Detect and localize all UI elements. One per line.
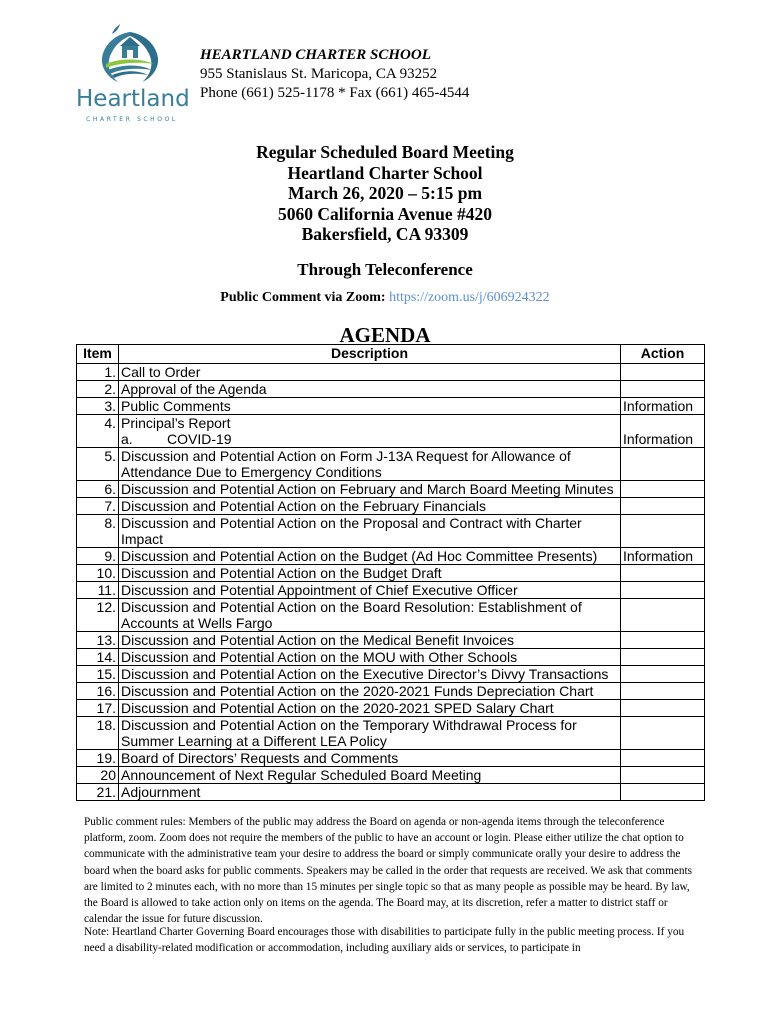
- meeting-title: Regular Scheduled Board Meeting: [256, 142, 514, 162]
- item-description: Adjournment: [119, 784, 621, 801]
- item-action: [621, 767, 705, 784]
- item-number: 10.: [77, 565, 119, 582]
- sub-item-text: COVID-19: [167, 431, 232, 447]
- item-action: [621, 515, 705, 548]
- item-action: [621, 666, 705, 683]
- item-action: [621, 632, 705, 649]
- column-header-action: Action: [621, 345, 705, 364]
- item-description: Discussion and Potential Action on the 2020-2021 Funds Depreciation Chart: [119, 683, 621, 700]
- meeting-mode: Through Teleconference: [297, 260, 473, 279]
- item-action: [621, 700, 705, 717]
- school-logo: [70, 24, 190, 136]
- meeting-school: Heartland Charter School: [287, 162, 483, 183]
- table-row: [77, 415, 705, 448]
- item-number: 9.: [77, 548, 119, 565]
- item-action: [621, 448, 705, 481]
- item-action: [621, 381, 705, 398]
- table-row: [77, 548, 705, 565]
- item-action: Information: [621, 415, 705, 448]
- item-action: Information: [621, 548, 705, 565]
- item-action: [621, 481, 705, 498]
- letterhead-phone-fax: Phone (661) 525-1178 * Fax (661) 465-4544: [200, 85, 470, 101]
- item-description: Discussion and Potential Action on the Budget Draft: [119, 565, 621, 582]
- item-number: 4.: [77, 415, 119, 448]
- item-action: [621, 582, 705, 599]
- table-row: [77, 632, 705, 649]
- meeting-city: Bakersfield, CA 93309: [301, 224, 469, 244]
- item-description: Discussion and Potential Action on the February Financials: [119, 498, 621, 515]
- table-row: [77, 364, 705, 381]
- table-row: [77, 448, 705, 481]
- table-row: [77, 717, 705, 750]
- agenda-heading: AGENDA: [339, 323, 431, 347]
- item-number: 7.: [77, 498, 119, 515]
- item-description: Discussion and Potential Action on the MOU with Other Schools: [119, 649, 621, 666]
- letterhead-address: 955 Stanislaus St. Maricopa, CA 93252: [200, 66, 438, 82]
- table-row: [77, 700, 705, 717]
- item-number: 14.: [77, 649, 119, 666]
- item-description: Public Comments: [119, 398, 621, 415]
- letterhead: [200, 46, 469, 103]
- item-action: [621, 717, 705, 750]
- item-description-text: Principal’s Report: [121, 415, 231, 431]
- sub-item-letter: a.: [121, 431, 133, 447]
- heartland-logo-icon: [94, 24, 166, 86]
- agenda-header-row: [77, 345, 705, 364]
- table-row: [77, 784, 705, 801]
- item-number: 6.: [77, 481, 119, 498]
- item-description: Discussion and Potential Action on the Medical Benefit Invoices: [119, 632, 621, 649]
- table-row: [77, 515, 705, 548]
- item-description: Call to Order: [119, 364, 621, 381]
- meeting-street: 5060 California Avenue #420: [277, 203, 493, 224]
- sub-item: [121, 431, 618, 447]
- meeting-title-block: [0, 142, 770, 245]
- item-description: Discussion and Potential Action on the Budget (Ad Hoc Committee Presents): [119, 548, 621, 565]
- item-action: [621, 498, 705, 515]
- table-row: [77, 582, 705, 599]
- table-row: [77, 750, 705, 767]
- item-number: 18.: [77, 717, 119, 750]
- item-number: 3.: [77, 398, 119, 415]
- item-action: [621, 649, 705, 666]
- item-number: 15.: [77, 666, 119, 683]
- item-action: [621, 750, 705, 767]
- item-description: Discussion and Potential Action on Form J-13A Request for Allowance of Attendance Due to Emergency Conditions: [119, 448, 621, 481]
- item-action: [621, 565, 705, 582]
- item-number: 20: [77, 767, 119, 784]
- agenda-table: [76, 344, 705, 801]
- column-header-description: Description: [119, 345, 621, 364]
- logo-wordmark: Heartland: [76, 86, 190, 112]
- item-description: Discussion and Potential Action on the Proposal and Contract with Charter Impact: [119, 515, 621, 548]
- accessibility-note: Note: Heartland Charter Governing Board encourages those with disabilities to participate fully in the public meeting process. If you need a disability-related modification or accommodation, including auxiliary aids or services, to participate in: [84, 926, 685, 955]
- item-number: 2.: [77, 381, 119, 398]
- item-description: Discussion and Potential Appointment of Chief Executive Officer: [119, 582, 621, 599]
- zoom-line: [0, 290, 770, 306]
- item-number: 19.: [77, 750, 119, 767]
- table-row: [77, 481, 705, 498]
- item-description: Discussion and Potential Action on February and March Board Meeting Minutes: [119, 481, 621, 498]
- item-number: 21.: [77, 784, 119, 801]
- item-number: 13.: [77, 632, 119, 649]
- item-action: [621, 784, 705, 801]
- item-number: 12.: [77, 599, 119, 632]
- item-action: [621, 364, 705, 381]
- item-number: 8.: [77, 515, 119, 548]
- table-row: [77, 398, 705, 415]
- item-number: 1.: [77, 364, 119, 381]
- item-number: 17.: [77, 700, 119, 717]
- item-number: 16.: [77, 683, 119, 700]
- letterhead-school-name: HEARTLAND CHARTER SCHOOL: [200, 47, 431, 63]
- item-description: Approval of the Agenda: [119, 381, 621, 398]
- item-action: Information: [621, 398, 705, 415]
- table-row: [77, 599, 705, 632]
- item-description: Announcement of Next Regular Scheduled Board Meeting: [119, 767, 621, 784]
- zoom-label: Public Comment via Zoom:: [220, 290, 386, 305]
- table-row: [77, 498, 705, 515]
- public-comment-rules: Public comment rules: Members of the public may address the Board on agenda or non-agenda items through the teleconference platform, zoom. Zoom does not require the members of the public to have an account or login. Please either utilize the chat option to communicate with the administrative team your desire to address the board or simply communicate orally your desire to address the board when the board asks for public comments. Speakers may be called in the order that requests are received. We ask that comments are limited to 2 minutes each, with no more than 15 minutes per single topic so that as many people as possible may be heard. By law, the Board is allowed to take action only on items on the agenda. The Board may, at its discretion, refer a matter to district staff or calendar the issue for future discussion.: [84, 816, 693, 926]
- item-description: Board of Directors’ Requests and Comments: [119, 750, 621, 767]
- item-description: Discussion and Potential Action on the Temporary Withdrawal Process for Summer Learning at a Different LEA Policy: [119, 717, 621, 750]
- item-description: Discussion and Potential Action on the Board Resolution: Establishment of Accounts at Wells Fargo: [119, 599, 621, 632]
- table-row: [77, 666, 705, 683]
- item-action: [621, 683, 705, 700]
- table-row: [77, 381, 705, 398]
- meeting-datetime: March 26, 2020 – 5:15 pm: [287, 183, 483, 203]
- table-row: [77, 683, 705, 700]
- column-header-item: Item: [77, 345, 119, 364]
- item-description: [119, 415, 621, 448]
- item-description: Discussion and Potential Action on the Executive Director’s Divvy Transactions: [119, 666, 621, 683]
- item-description: Discussion and Potential Action on the 2020-2021 SPED Salary Chart: [119, 700, 621, 717]
- table-row: [77, 649, 705, 666]
- item-action: [621, 599, 705, 632]
- logo-tagline: CHARTER SCHOOL: [86, 116, 178, 123]
- table-row: [77, 767, 705, 784]
- table-row: [77, 565, 705, 582]
- item-number: 11.: [77, 582, 119, 599]
- zoom-link[interactable]: https://zoom.us/j/606924322: [389, 290, 550, 305]
- item-number: 5.: [77, 448, 119, 481]
